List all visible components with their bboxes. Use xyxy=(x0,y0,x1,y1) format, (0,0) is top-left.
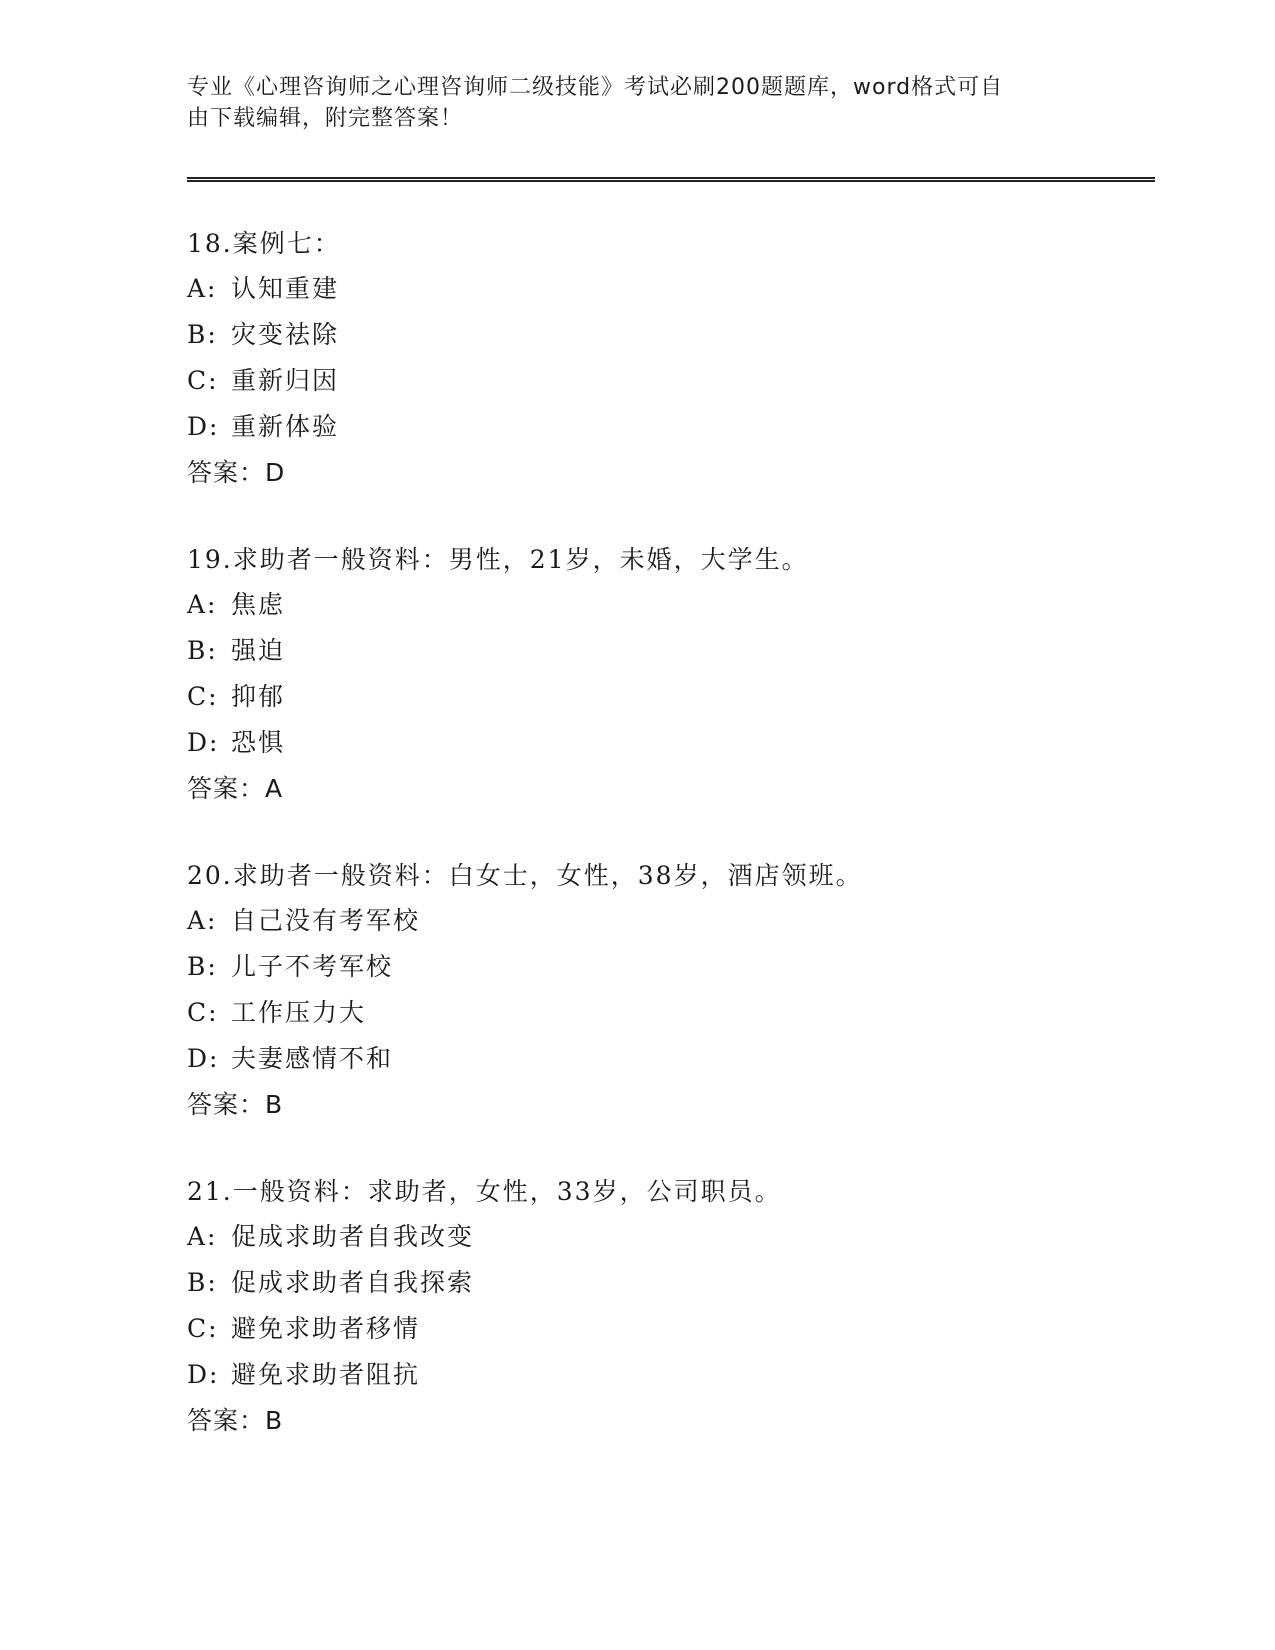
header-double-rule xyxy=(187,177,1155,182)
option-text: 避免求助者阻抗 xyxy=(231,1360,421,1389)
option-label: A: xyxy=(187,906,218,935)
option-label: B: xyxy=(187,320,218,349)
question-stem: 21.一般资料：求助者，女性，33岁，公司职员。 xyxy=(187,1177,782,1206)
option-text: 避免求助者移情 xyxy=(231,1314,421,1343)
option-text: 恐惧 xyxy=(231,728,286,757)
question-18 xyxy=(187,222,1147,496)
option-label: B: xyxy=(187,952,218,981)
option-label: A: xyxy=(187,590,218,619)
option-b xyxy=(187,628,1147,674)
option-label: C: xyxy=(187,998,219,1027)
option-text: 焦虑 xyxy=(231,590,286,619)
option-c xyxy=(187,358,1147,404)
document-header xyxy=(187,72,1067,134)
option-c xyxy=(187,1306,1147,1352)
option-label: C: xyxy=(187,682,219,711)
option-text: 重新归因 xyxy=(231,366,340,395)
option-label: C: xyxy=(187,366,219,395)
option-b xyxy=(187,312,1147,358)
option-d xyxy=(187,404,1147,450)
answer-line: 答案：A xyxy=(187,774,284,803)
answer-line: 答案：B xyxy=(187,1090,284,1119)
answer-line: 答案：D xyxy=(187,458,286,487)
option-label: A: xyxy=(187,274,218,303)
option-text: 自己没有考军校 xyxy=(231,906,421,935)
option-b xyxy=(187,944,1147,990)
option-text: 夫妻感情不和 xyxy=(231,1044,394,1073)
header-line-1: 专业《心理咨询师之心理咨询师二级技能》考试必刷200题题库，word格式可自 xyxy=(187,75,1004,100)
option-text: 工作压力大 xyxy=(231,998,367,1027)
option-b xyxy=(187,1260,1147,1306)
option-text: 儿子不考军校 xyxy=(231,952,394,981)
option-label: D: xyxy=(187,1360,220,1389)
option-d xyxy=(187,1036,1147,1082)
option-text: 促成求助者自我改变 xyxy=(231,1222,475,1251)
option-c xyxy=(187,674,1147,720)
option-a xyxy=(187,582,1147,628)
option-label: D: xyxy=(187,728,220,757)
header-line-2: 由下载编辑，附完整答案！ xyxy=(187,106,464,131)
question-stem: 19.求助者一般资料：男性，21岁，未婚，大学生。 xyxy=(187,545,809,574)
option-a xyxy=(187,898,1147,944)
option-label: D: xyxy=(187,412,220,441)
option-text: 促成求助者自我探索 xyxy=(231,1268,475,1297)
option-text: 重新体验 xyxy=(231,412,340,441)
question-stem: 20.求助者一般资料：白女士，女性，38岁，酒店领班。 xyxy=(187,861,863,890)
option-label: D: xyxy=(187,1044,220,1073)
option-d xyxy=(187,720,1147,766)
option-label: C: xyxy=(187,1314,219,1343)
answer-line: 答案：B xyxy=(187,1406,284,1435)
option-text: 灾变祛除 xyxy=(231,320,340,349)
option-c xyxy=(187,990,1147,1036)
option-text: 认知重建 xyxy=(231,274,340,303)
option-text: 强迫 xyxy=(231,636,286,665)
option-a xyxy=(187,1214,1147,1260)
question-20 xyxy=(187,854,1147,1128)
option-a xyxy=(187,266,1147,312)
option-label: A: xyxy=(187,1222,218,1251)
question-stem: 18.案例七： xyxy=(187,229,341,258)
option-label: B: xyxy=(187,1268,218,1297)
option-label: B: xyxy=(187,636,218,665)
option-text: 抑郁 xyxy=(231,682,286,711)
option-d xyxy=(187,1352,1147,1398)
question-21 xyxy=(187,1170,1147,1444)
question-19 xyxy=(187,538,1147,812)
